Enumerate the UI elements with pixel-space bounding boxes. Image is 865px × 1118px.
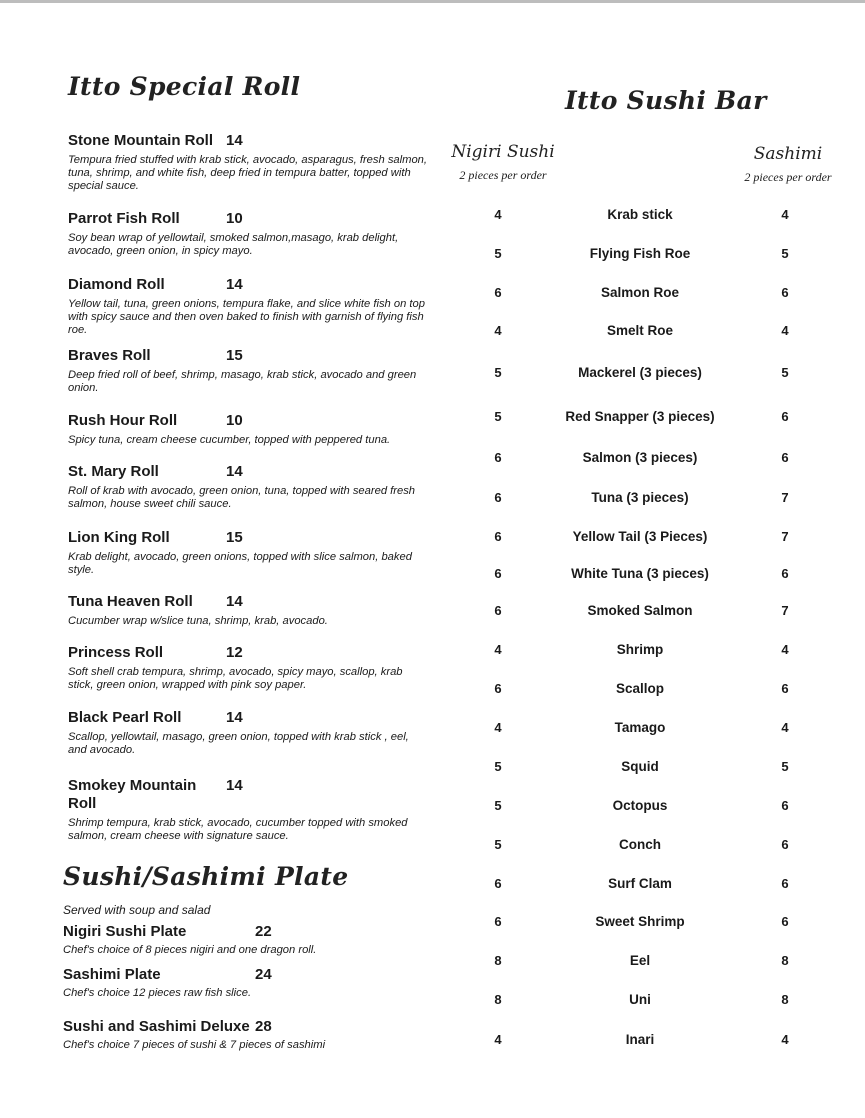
sashimi-price: 7 xyxy=(781,529,789,544)
sashimi-price: 7 xyxy=(781,603,789,618)
nigiri-column-header xyxy=(438,142,568,183)
roll-item xyxy=(68,529,438,577)
page-top-edge xyxy=(0,0,865,3)
roll-price: 14 xyxy=(226,709,243,726)
roll-description: Shrimp tempura, krab stick, avocado, cucumber topped with smoked salmon, cream cheese with signature sauce. xyxy=(68,817,408,843)
plate-header xyxy=(63,923,443,941)
sushi-bar-row xyxy=(440,409,840,429)
roll-name: Tuna Heaven Roll xyxy=(68,593,193,610)
sushi-bar-row xyxy=(440,681,840,701)
sushi-item-name: Salmon Roe xyxy=(600,285,679,300)
sashimi-price: 6 xyxy=(781,681,789,696)
roll-price: 14 xyxy=(226,777,243,794)
roll-description: Tempura fried stuffed with krab stick, avocado, asparagus, fresh salmon, tuna, shrimp, and white fish, deep fried in tempura batter, topped with special sauce. xyxy=(68,154,428,193)
roll-item xyxy=(68,132,438,194)
sashimi-price: 5 xyxy=(781,365,789,380)
roll-header xyxy=(68,644,438,662)
sushi-item-name: Krab stick xyxy=(607,207,673,222)
sashimi-subtitle: 2 pieces per order xyxy=(744,170,832,184)
nigiri-price: 6 xyxy=(494,450,502,465)
sashimi-price: 4 xyxy=(781,207,789,222)
sushi-bar-row xyxy=(440,207,840,227)
sushi-item-name: Surf Clam xyxy=(608,876,672,891)
roll-name: Smokey Mountain Roll xyxy=(68,777,197,812)
nigiri-price: 5 xyxy=(494,409,502,424)
sushi-bar-row xyxy=(440,720,840,740)
nigiri-price: 6 xyxy=(494,285,502,300)
nigiri-price: 4 xyxy=(494,323,502,338)
roll-name: Princess Roll xyxy=(68,644,164,661)
sashimi-price: 6 xyxy=(781,409,789,424)
roll-header xyxy=(68,132,438,150)
roll-price: 15 xyxy=(226,529,243,546)
plate-price: 28 xyxy=(255,1018,272,1035)
plate-name: Sashimi Plate xyxy=(63,966,161,983)
sushi-item-name: Scallop xyxy=(615,681,664,696)
nigiri-price: 6 xyxy=(494,876,502,891)
sushi-item-name: White Tuna (3 pieces) xyxy=(571,566,709,581)
sushi-item-name: Salmon (3 pieces) xyxy=(582,450,698,465)
roll-price: 14 xyxy=(226,463,243,480)
roll-description: Spicy tuna, cream cheese cucumber, topped with peppered tuna. xyxy=(68,434,391,446)
plate-name: Nigiri Sushi Plate xyxy=(63,923,187,940)
nigiri-price: 4 xyxy=(494,642,502,657)
roll-description: Soft shell crab tempura, shrimp, avocado, spicy mayo, scallop, krab stick, green onion, wrapped with pink soy paper. xyxy=(68,666,403,692)
sushi-bar-row xyxy=(440,566,840,586)
sushi-item-name: Inari xyxy=(625,1032,655,1047)
sushi-item-name: Conch xyxy=(619,837,661,852)
roll-name: Parrot Fish Roll xyxy=(68,210,180,227)
sushi-item-name: Squid xyxy=(621,759,659,774)
sushi-item-name: Mackerel (3 pieces) xyxy=(578,365,702,380)
plate-item xyxy=(63,1018,443,1052)
roll-header xyxy=(68,529,438,547)
nigiri-price: 5 xyxy=(494,759,502,774)
sashimi-price: 8 xyxy=(781,953,789,968)
sushi-bar-row xyxy=(440,529,840,549)
plate-heading: Sushi/Sashimi Plate xyxy=(63,862,349,891)
roll-price: 14 xyxy=(226,593,243,610)
plate-header xyxy=(63,966,443,984)
roll-header xyxy=(68,463,438,481)
sashimi-price: 4 xyxy=(781,642,789,657)
sushi-bar-row xyxy=(440,953,840,973)
sashimi-price: 5 xyxy=(781,246,789,261)
sushi-item-name: Smelt Roe xyxy=(606,323,674,338)
nigiri-price: 6 xyxy=(494,566,502,581)
sushi-bar-row xyxy=(440,914,840,934)
roll-item xyxy=(68,276,438,338)
special-roll-heading: Itto Special Roll xyxy=(68,72,301,101)
sashimi-price: 6 xyxy=(781,450,789,465)
roll-price: 12 xyxy=(226,644,243,661)
sushi-bar-row xyxy=(440,246,840,266)
sashimi-price: 4 xyxy=(781,1032,789,1047)
roll-price: 10 xyxy=(226,210,243,227)
sashimi-price: 6 xyxy=(781,837,789,852)
nigiri-price: 4 xyxy=(494,1032,502,1047)
nigiri-price: 5 xyxy=(494,837,502,852)
roll-description: Scallop, yellowtail, masago, green onion, topped with krab stick , eel, and avocado. xyxy=(68,731,409,757)
nigiri-price: 4 xyxy=(494,720,502,735)
sushi-item-name: Tamago xyxy=(614,720,666,735)
roll-name: Braves Roll xyxy=(68,347,151,364)
sashimi-price: 6 xyxy=(781,798,789,813)
roll-item xyxy=(68,709,438,757)
plate-price: 24 xyxy=(255,966,272,983)
sushi-bar-heading: Itto Sushi Bar xyxy=(565,86,767,115)
sashimi-price: 6 xyxy=(781,285,789,300)
roll-item xyxy=(68,777,438,843)
sushi-bar-row xyxy=(440,603,840,623)
roll-item xyxy=(68,644,438,692)
nigiri-price: 8 xyxy=(494,953,502,968)
roll-name: Stone Mountain Roll xyxy=(68,132,213,149)
roll-header xyxy=(68,412,438,430)
sushi-item-name: Eel xyxy=(629,953,651,968)
plate-item xyxy=(63,966,443,1000)
plate-header xyxy=(63,1018,443,1036)
plate-note: Served with soup and salad xyxy=(63,903,211,917)
sushi-bar-row xyxy=(440,642,840,662)
roll-header xyxy=(68,347,438,365)
nigiri-label: Nigiri Sushi xyxy=(451,142,555,162)
roll-header xyxy=(68,593,438,611)
sashimi-price: 7 xyxy=(781,490,789,505)
nigiri-price: 4 xyxy=(494,207,502,222)
sushi-item-name: Tuna (3 pieces) xyxy=(591,490,689,505)
sushi-bar-row xyxy=(440,837,840,857)
roll-name: Rush Hour Roll xyxy=(68,412,178,429)
roll-header xyxy=(68,709,438,727)
roll-price: 14 xyxy=(226,132,243,149)
nigiri-price: 6 xyxy=(494,914,502,929)
roll-description: Krab delight, avocado, green onions, topped with slice salmon, baked style. xyxy=(68,551,412,577)
sushi-bar-row xyxy=(440,1032,840,1052)
nigiri-price: 6 xyxy=(494,490,502,505)
sushi-bar-row xyxy=(440,450,840,470)
roll-item xyxy=(68,210,438,258)
plate-description: Chef's choice 7 pieces of sushi & 7 pieces of sashimi xyxy=(63,1039,326,1051)
nigiri-price: 8 xyxy=(494,992,502,1007)
sushi-item-name: Flying Fish Roe xyxy=(589,246,691,261)
sushi-bar-row xyxy=(440,759,840,779)
sushi-item-name: Yellow Tail (3 Pieces) xyxy=(572,529,708,544)
roll-description: Soy bean wrap of yellowtail, smoked salmon,masago, krab delight, avocado, green onion, in spicy mayo. xyxy=(68,232,399,258)
sashimi-price: 4 xyxy=(781,323,789,338)
sashimi-price: 6 xyxy=(781,876,789,891)
sushi-bar-row xyxy=(440,285,840,305)
roll-name: Lion King Roll xyxy=(68,529,170,546)
roll-header xyxy=(68,276,438,294)
sushi-item-name: Uni xyxy=(629,992,651,1007)
roll-item xyxy=(68,347,438,395)
roll-item xyxy=(68,412,438,447)
nigiri-price: 5 xyxy=(494,365,502,380)
nigiri-price: 6 xyxy=(494,603,502,618)
roll-price: 10 xyxy=(226,412,243,429)
sushi-item-name: Sweet Shrimp xyxy=(595,914,685,929)
roll-price: 14 xyxy=(226,276,243,293)
roll-price: 15 xyxy=(226,347,243,364)
sushi-bar-row xyxy=(440,992,840,1012)
roll-item xyxy=(68,463,438,511)
sashimi-price: 6 xyxy=(781,566,789,581)
sushi-item-name: Shrimp xyxy=(616,642,664,657)
nigiri-price: 6 xyxy=(494,681,502,696)
nigiri-subtitle: 2 pieces per order xyxy=(459,168,547,182)
sashimi-price: 8 xyxy=(781,992,789,1007)
roll-header xyxy=(68,777,438,813)
nigiri-price: 5 xyxy=(494,246,502,261)
sushi-item-name: Red Snapper (3 pieces) xyxy=(565,409,715,424)
sushi-item-name: Octopus xyxy=(612,798,668,813)
roll-description: Yellow tail, tuna, green onions, tempura flake, and slice white fish on top with spicy sauce and then oven baked to finish with garnish of flying fish roe. xyxy=(68,298,425,337)
plate-price: 22 xyxy=(255,923,272,940)
sushi-bar-row xyxy=(440,876,840,896)
plate-description: Chef's choice of 8 pieces nigiri and one dragon roll. xyxy=(63,944,317,956)
plate-description: Chef's choice 12 pieces raw fish slice. xyxy=(63,987,252,999)
roll-name: St. Mary Roll xyxy=(68,463,159,480)
sashimi-label: Sashimi xyxy=(753,144,823,164)
roll-description: Cucumber wrap w/slice tuna, shrimp, krab, avocado. xyxy=(68,615,328,627)
nigiri-price: 5 xyxy=(494,798,502,813)
roll-description: Deep fried roll of beef, shrimp, masago, krab stick, avocado and green onion. xyxy=(68,369,417,395)
roll-name: Diamond Roll xyxy=(68,276,165,293)
plate-item xyxy=(63,923,443,957)
sashimi-price: 4 xyxy=(781,720,789,735)
plate-name: Sushi and Sashimi Deluxe xyxy=(63,1018,250,1035)
sushi-bar-row xyxy=(440,490,840,510)
sushi-bar-row xyxy=(440,365,840,385)
roll-item xyxy=(68,593,438,628)
sushi-bar-row xyxy=(440,323,840,343)
sashimi-price: 5 xyxy=(781,759,789,774)
nigiri-price: 6 xyxy=(494,529,502,544)
sushi-bar-row xyxy=(440,798,840,818)
sushi-item-name: Smoked Salmon xyxy=(587,603,693,618)
sashimi-price: 6 xyxy=(781,914,789,929)
sashimi-column-header xyxy=(728,144,848,185)
roll-name: Black Pearl Roll xyxy=(68,709,182,726)
roll-description: Roll of krab with avocado, green onion, tuna, topped with seared fresh salmon, house sweet chili sauce. xyxy=(68,485,416,511)
roll-header xyxy=(68,210,438,228)
